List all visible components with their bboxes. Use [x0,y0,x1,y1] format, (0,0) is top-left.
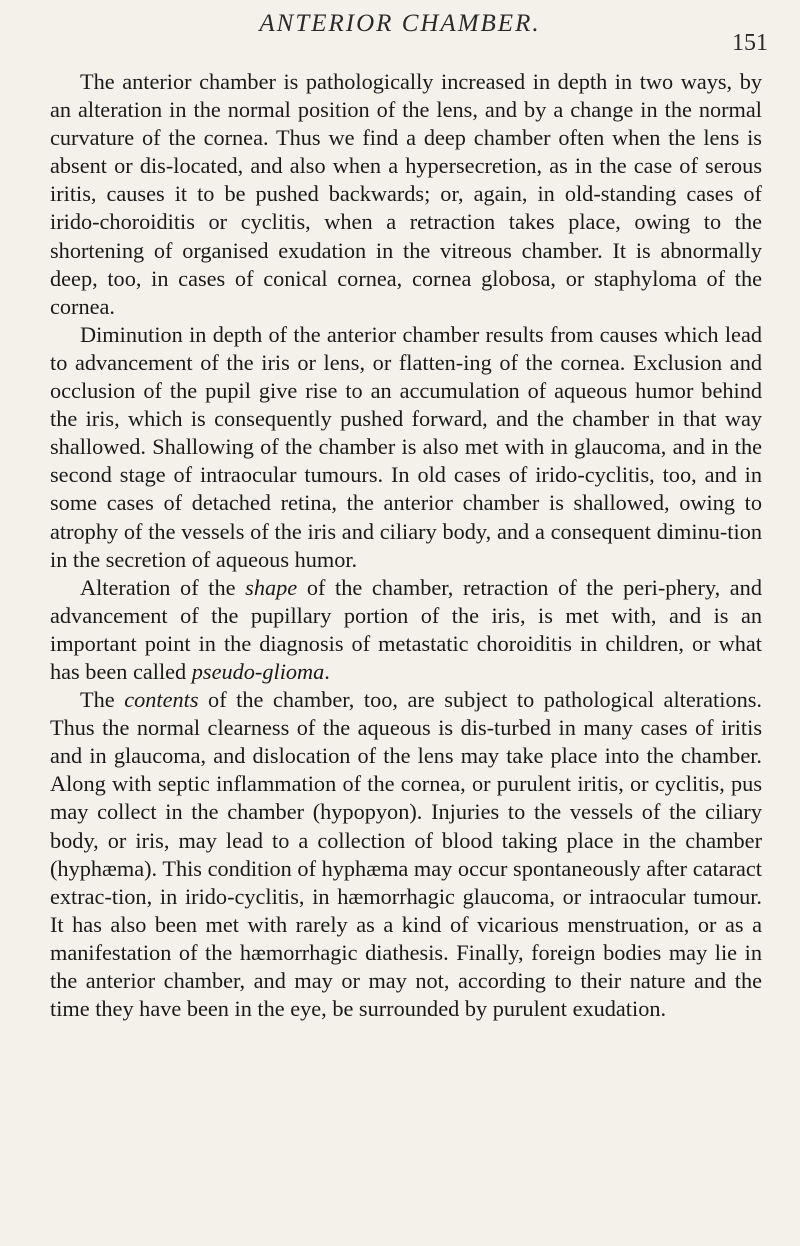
emphasis-contents: contents [124,687,199,713]
page-number: 151 [732,30,768,56]
paragraph-contents [50,686,762,1023]
emphasis-shape: shape [245,574,298,600]
paragraph-text: of the chamber, retraction of the peri-phery, and advancement of the pupillary portion of the iris, is met with, and is an important point in the diagnosis of metastatic choroiditis in children, or what has been called [50,574,762,684]
emphasis-pseudo-glioma: pseudo-glioma [191,658,325,684]
paragraph-shape [50,574,762,686]
paragraph-text: of the chamber, too, are subject to pathological alterations. Thus the normal clearness of the aqueous is dis-turbed in many cases of iritis and in glaucoma, and dislocation of the lens may take place into the chamber. Along with septic inflammation of the cornea, or purulent iritis, or cyclitis, pus may collect in the chamber (hypopyon). Injuries to the vessels of the ciliary body, or iris, may lead to a collection of blood taking place in the chamber (hyphæma). This condition of hyphæma may occur spontaneously after cataract extrac-tion, in irido-cyclitis, in hæmorrhagic glaucoma, or intraocular tumour. It has also been met with rarely as a kind of vicarious menstruation, or as a manifestation of the hæmorrhagic diathesis. Finally, foreign bodies may lie in the anterior chamber, and may or may not, according to their nature and the time they have been in the eye, be surrounded by purulent exudation. [50,687,762,1022]
paragraph-depth-increase [50,68,762,321]
body-text [50,68,762,1023]
paragraph-text: The anterior chamber is pathologically increased in depth in two ways, by an alteration in the normal position of the lens, and by a change in the normal curvature of the cornea. Thus we find a deep chamber often when the lens is absent or dis-located, and also when a hypersecretion, as in the case of serous iritis, causes it to be pushed backwards; or, again, in old-standing cases of irido-choroiditis or cyclitis, when a retraction takes place, owing to the shortening of organised exudation in the vitreous chamber. It is abnormally deep, too, in cases of conical cornea, cornea globosa, or staphyloma of the cornea. [50,69,762,319]
paragraph-text: Diminution in depth of the anterior chamber results from causes which lead to advancement of the iris or lens, or flatten-ing of the cornea. Exclusion and occlusion of the pupil give rise to an accumulation of aqueous humor behind the iris, which is consequently pushed forward, and the chamber in that way shallowed. Shallowing of the chamber is also met with in glaucoma, and in the second stage of intraocular tumours. In old cases of irido-cyclitis, too, and in some cases of detached retina, the anterior chamber is shallowed, owing to atrophy of the vessels of the iris and ciliary body, and a consequent diminu-tion in the secretion of aqueous humor. [50,321,762,572]
paragraph-text: . [324,658,330,684]
paragraph-depth-diminution [50,321,762,574]
paragraph-text: Alteration of the [80,574,246,600]
paragraph-text: The [80,687,125,713]
running-head: ANTERIOR CHAMBER. [259,10,541,37]
